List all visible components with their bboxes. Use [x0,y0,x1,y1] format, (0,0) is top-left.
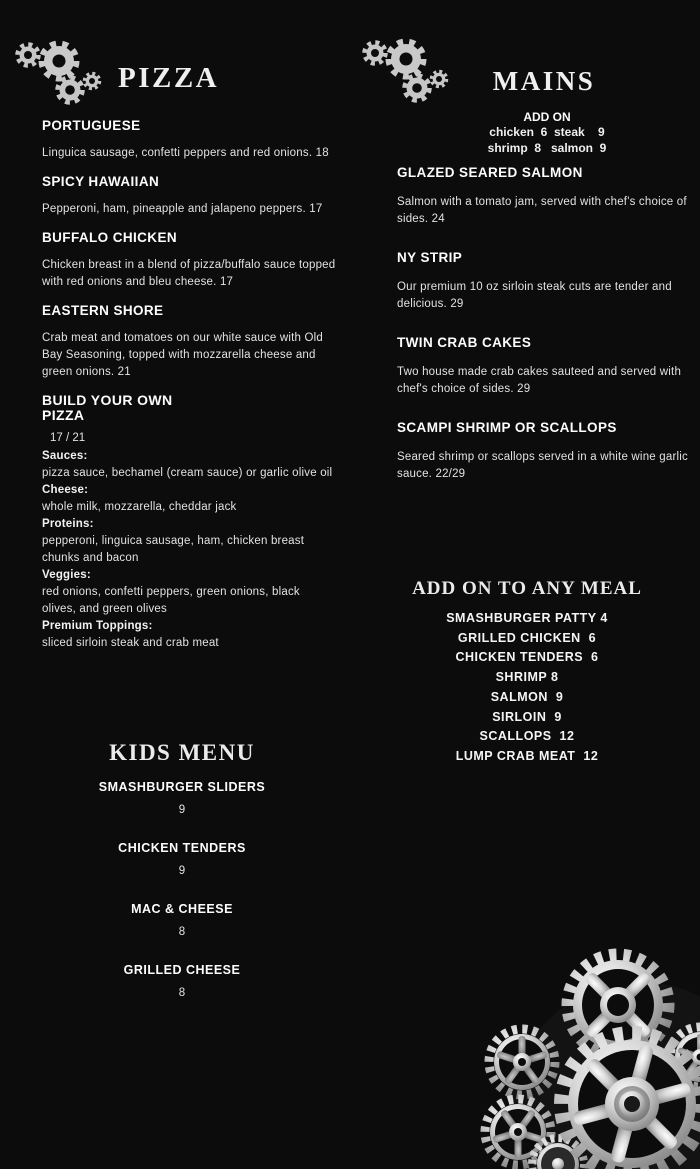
menu-item [42,118,336,162]
item-name: EASTERN SHORE [42,303,164,318]
add-on-item: LUMP CRAB MEAT 12 [455,748,599,763]
menu-item [62,780,302,818]
menu-item [62,902,302,940]
menu-item [62,963,302,1001]
pizza-section-title: PIZZA [118,62,220,94]
item-name-line: BUILD YOUR OWN [42,392,173,408]
add-on-item: GRILLED CHICKEN 6 [457,630,597,645]
item-description: Seared shrimp or scallops served in a white wine garlic sauce. 22/29 [397,451,688,480]
option-label: Premium Toppings: [42,620,153,632]
kids-menu-title: KIDS MENU [109,740,255,765]
item-description: Crab meat and tomatoes on our white sauce with Old Bay Seasoning, topped with mozzarella cheese and green onions. 21 [42,332,324,378]
menu-item [42,230,336,291]
option-value: sliced sirloin steak and crab meat [42,637,219,649]
item-name: GLAZED SEARED SALMON [397,165,583,180]
item-name: TWIN CRAB CAKES [397,335,532,350]
add-on-item: SIRLOIN 9 [492,709,562,724]
item-name: NY STRIP [397,250,463,265]
option-value: pepperoni, linguica sausage, ham, chicken breast chunks and bacon [42,535,305,564]
item-name: SPICY HAWAIIAN [42,174,160,189]
item-description: Linguica sausage, confetti peppers and red onions. 18 [42,147,329,159]
add-on-item: SMASHBURGER PATTY 4 [446,611,608,625]
item-price: 8 [178,926,186,938]
add-on-line: shrimp 8 salmon 9 [487,140,607,155]
add-on-item: SHRIMP 8 [495,670,559,685]
option-label: Proteins: [42,518,94,530]
item-description: Our premium 10 oz sirloin steak cuts are tender and delicious. 29 [397,281,672,310]
kids-menu-section [62,740,302,1024]
item-name: CHICKEN TENDERS [118,841,246,855]
menu-item [42,303,336,381]
build-your-own-pizza [42,393,336,652]
item-name: PORTUGUESE [42,118,141,133]
menu-item [397,420,689,483]
option-label: Veggies: [42,569,91,581]
mains-item-list [397,165,689,505]
menu-item [62,841,302,879]
option-label: Sauces: [42,450,88,462]
option-value: pizza sauce, bechamel (cream sauce) or garlic olive oil [42,467,333,479]
option-value: red onions, confetti peppers, green onions, black olives, and green olives [42,586,300,615]
add-on-item: SCALLOPS 12 [479,729,575,744]
add-on-title: ADD ON [523,110,571,124]
add-on-item: CHICKEN TENDERS 6 [455,650,599,665]
build-option [42,618,336,652]
add-on-any-meal-title: ADD ON TO ANY MEAL [412,578,642,599]
item-price: 17 / 21 [50,432,86,444]
item-name: SCAMPI SHRIMP OR SCALLOPS [397,420,617,435]
item-name-line: PIZZA [42,407,85,423]
item-description: Pepperoni, ham, pineapple and jalapeno peppers. 17 [42,203,323,215]
add-on-any-meal-section [377,578,677,767]
menu-item [397,165,689,228]
item-price: 9 [178,804,186,816]
build-option [42,567,336,618]
menu-item [42,174,336,218]
item-description: Chicken breast in a blend of pizza/buffalo sauce topped with red onions and bleu cheese. 17 [42,259,336,288]
menu-item [397,250,689,313]
item-name: SMASHBURGER SLIDERS [98,780,266,794]
metal-gears-image [455,927,700,1169]
item-price: 9 [178,865,186,877]
gears-icon [14,36,114,108]
build-options [42,448,336,652]
item-name: MAC & CHEESE [131,902,233,916]
mains-add-on [397,110,697,156]
add-on-line: chicken 6 steak 9 [489,125,605,139]
build-option [42,482,336,516]
menu-item [397,335,689,398]
item-name [42,393,336,423]
item-price: 8 [178,987,186,999]
item-description: Salmon with a tomato jam, served with chef's choice of sides. 24 [397,196,687,225]
build-option [42,516,336,567]
add-on-item: SALMON 9 [490,689,564,704]
pizza-item-list [42,118,336,652]
item-name: BUFFALO CHICKEN [42,230,177,245]
option-label: Cheese: [42,484,89,496]
build-option [42,448,336,482]
option-value: whole milk, mozzarella, cheddar jack [42,501,237,513]
item-description: Two house made crab cakes sauteed and served with chef's choice of sides. 29 [397,366,682,395]
mains-section-title: MAINS [492,66,596,96]
item-name: GRILLED CHEESE [123,963,241,977]
